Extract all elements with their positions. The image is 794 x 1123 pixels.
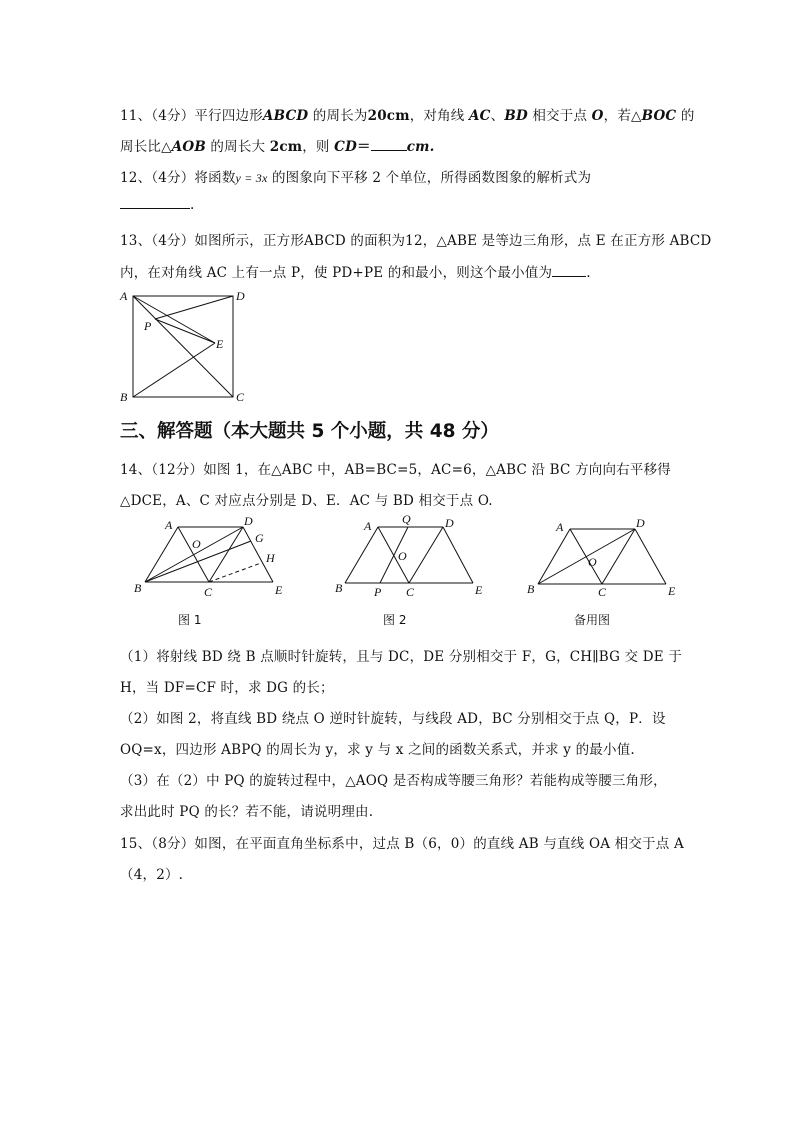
q11-diagonal-bd: BD [504,108,528,124]
q11-point-o: O [591,108,604,124]
label-c: C [236,390,245,404]
q13-text: 13、（4分）如图所示，正方形ABCD 的面积为12，△ABE 是等边三角形，点 E 在正方形 ABCD [120,233,712,249]
fig1-label-h: H [266,551,275,565]
q14-part3-line-1 [120,769,667,789]
segment-be [133,343,215,397]
q13-line-1 [120,229,711,249]
q11-text: 周长比△ [120,139,172,155]
q12-line-2 [120,196,195,213]
q12-answer-blank[interactable] [120,196,190,209]
q11-text: 的周长大 [205,139,270,155]
fig2-label-e: E [475,583,483,597]
q14-text: H，当 DF=CF 时，求 DG 的长； [120,680,334,696]
q11-text: 、 [490,108,505,124]
segment-bd [145,527,243,582]
q11-text: 的周长为 [308,108,368,124]
q12-function: y = 3x [235,171,268,185]
q11-triangle-boc: BOC [641,108,677,124]
fig3-label-a: A [556,520,564,534]
segment-ab [538,529,570,584]
q11-diagonal-ac: AC [469,108,491,124]
fig3-label-d: D [636,516,645,530]
q15-text: （4，2）. [120,867,184,883]
segment-cd [409,527,443,583]
fig3-label-o: O [588,555,597,569]
fig2-label-b: B [335,581,343,595]
q11-text: ，则 [302,139,335,155]
segment-bd [538,529,635,584]
q14-text: （1）将射线 BD 绕 B 点顺时针旋转，且与 DC，DE 分别相交于 F，G，CH∥BG 交 DE 于 [120,649,683,665]
q12-text: 12、（4分）将函数 [120,170,236,186]
fig1-label-e: E [275,583,283,597]
q11-answer-blank[interactable] [371,138,407,151]
segment-de [635,529,666,584]
q11-perimeter: 20cm [367,108,410,124]
q11-text: ，对角线 [409,108,469,124]
fig2-label-a: A [364,519,372,533]
fig3-label-c: C [598,585,607,599]
label-b: B [120,390,128,404]
q13-square-figure [115,285,255,405]
q15-line-2 [120,863,183,883]
q14-line-2 [120,489,493,509]
fig2-label-q: Q [402,512,411,526]
q12-line-1 [120,166,591,186]
q13-text: 内，在对角线 AC 上有一点 P，使 PD+PE 的和最小，则这个最小值为 [120,265,553,281]
fig2-label-o: O [398,549,407,563]
section-3-title: 三、解答题（本大题共 5 个小题，共 48 分） [120,421,499,442]
segment-de [443,527,473,583]
fig1-label-d: D [244,514,253,528]
fig2-label-p: P [374,585,382,599]
segment-ch-dashed [209,563,261,582]
q14-part3-line-2 [120,800,373,820]
q11-text: 的 [676,108,695,124]
q14-text: 求出此时 PQ 的长？若不能，请说明理由. [120,804,374,820]
q11-equals: ＝ [357,139,371,155]
fig1-label-o: O [192,537,201,551]
q14-text: （3）在（2）中 PQ 的旋转过程中，△AOQ 是否构成等腰三角形？若能构成等腰三角形， [120,773,667,789]
q15-text: 15、（8分）如图，在平面直角坐标系中，过点 B（6，0）的直线 AB 与直线 OA 相交于点 A [120,836,684,852]
segment-ab [345,527,378,583]
q14-text: OQ=x，四边形 ABPQ 的周长为 y，求 y 与 x 之间的函数关系式，并求 y 的最小值. [120,742,635,758]
q14-text: （2）如图 2，将直线 BD 绕点 O 逆时针旋转，与线段 AD，BC 分别相交于点 Q，P．设 [120,711,666,727]
label-e: E [216,337,224,351]
fig2-caption: 图 2 [383,613,407,627]
q14-part2-line-2 [120,738,635,758]
q11-unit: cm. [406,139,435,155]
segment-cd [209,527,243,582]
fig3-label-e: E [668,584,676,598]
label-a: A [120,289,128,303]
q11-triangle-aob: AOB [171,139,206,155]
segment-cd [602,529,635,584]
segment-ab [145,527,178,582]
q11-parallelogram: ABCD [262,108,309,124]
q15-line-1 [120,832,684,852]
q12-period: . [190,197,195,213]
q14-part2-line-1 [120,707,666,727]
q14-part1-line-2 [120,676,334,696]
q13-period: . [586,265,591,281]
q14-figure-2 [330,510,500,630]
q11-text: 11、（4分）平行四边形 [120,108,263,124]
q13-answer-blank[interactable] [552,264,586,277]
q14-line-1 [120,458,671,478]
q11-side-cd: CD [334,139,357,155]
q11-text: ，若△ [603,108,642,124]
q14-backup-figure [520,512,690,632]
q11-line-2 [120,135,435,155]
fig1-label-b: B [134,581,142,595]
fig2-label-c: C [406,585,415,599]
fig2-label-d: D [445,516,454,530]
segment-pd [155,296,233,319]
fig3-caption: 备用图 [574,613,611,627]
label-d: D [236,289,245,303]
fig1-caption: 图 1 [178,613,202,627]
q14-part1-line-1 [120,645,682,665]
fig1-label-g: G [255,531,264,545]
q11-text: 相交于点 [527,108,592,124]
q14-figure-1 [130,512,300,632]
q11-difference: 2cm [269,139,303,155]
q14-text: △DCE，A、C 对应点分别是 D、E．AC 与 BD 相交于点 O. [120,493,493,509]
q11-line-1 [120,104,695,124]
fig1-label-a: A [165,518,173,532]
fig1-label-c: C [204,585,213,599]
q12-text: 的图象向下平移 2 个单位，所得函数图象的解析式为 [267,170,592,186]
fig3-label-b: B [527,582,535,596]
segment-pe [155,319,215,343]
q13-line-2 [120,261,591,281]
q14-text: 14、（12分）如图 1，在△ABC 中，AB=BC=5，AC=6，△ABC 沿 BC 方向向右平移得 [120,462,671,478]
label-p: P [144,319,152,333]
